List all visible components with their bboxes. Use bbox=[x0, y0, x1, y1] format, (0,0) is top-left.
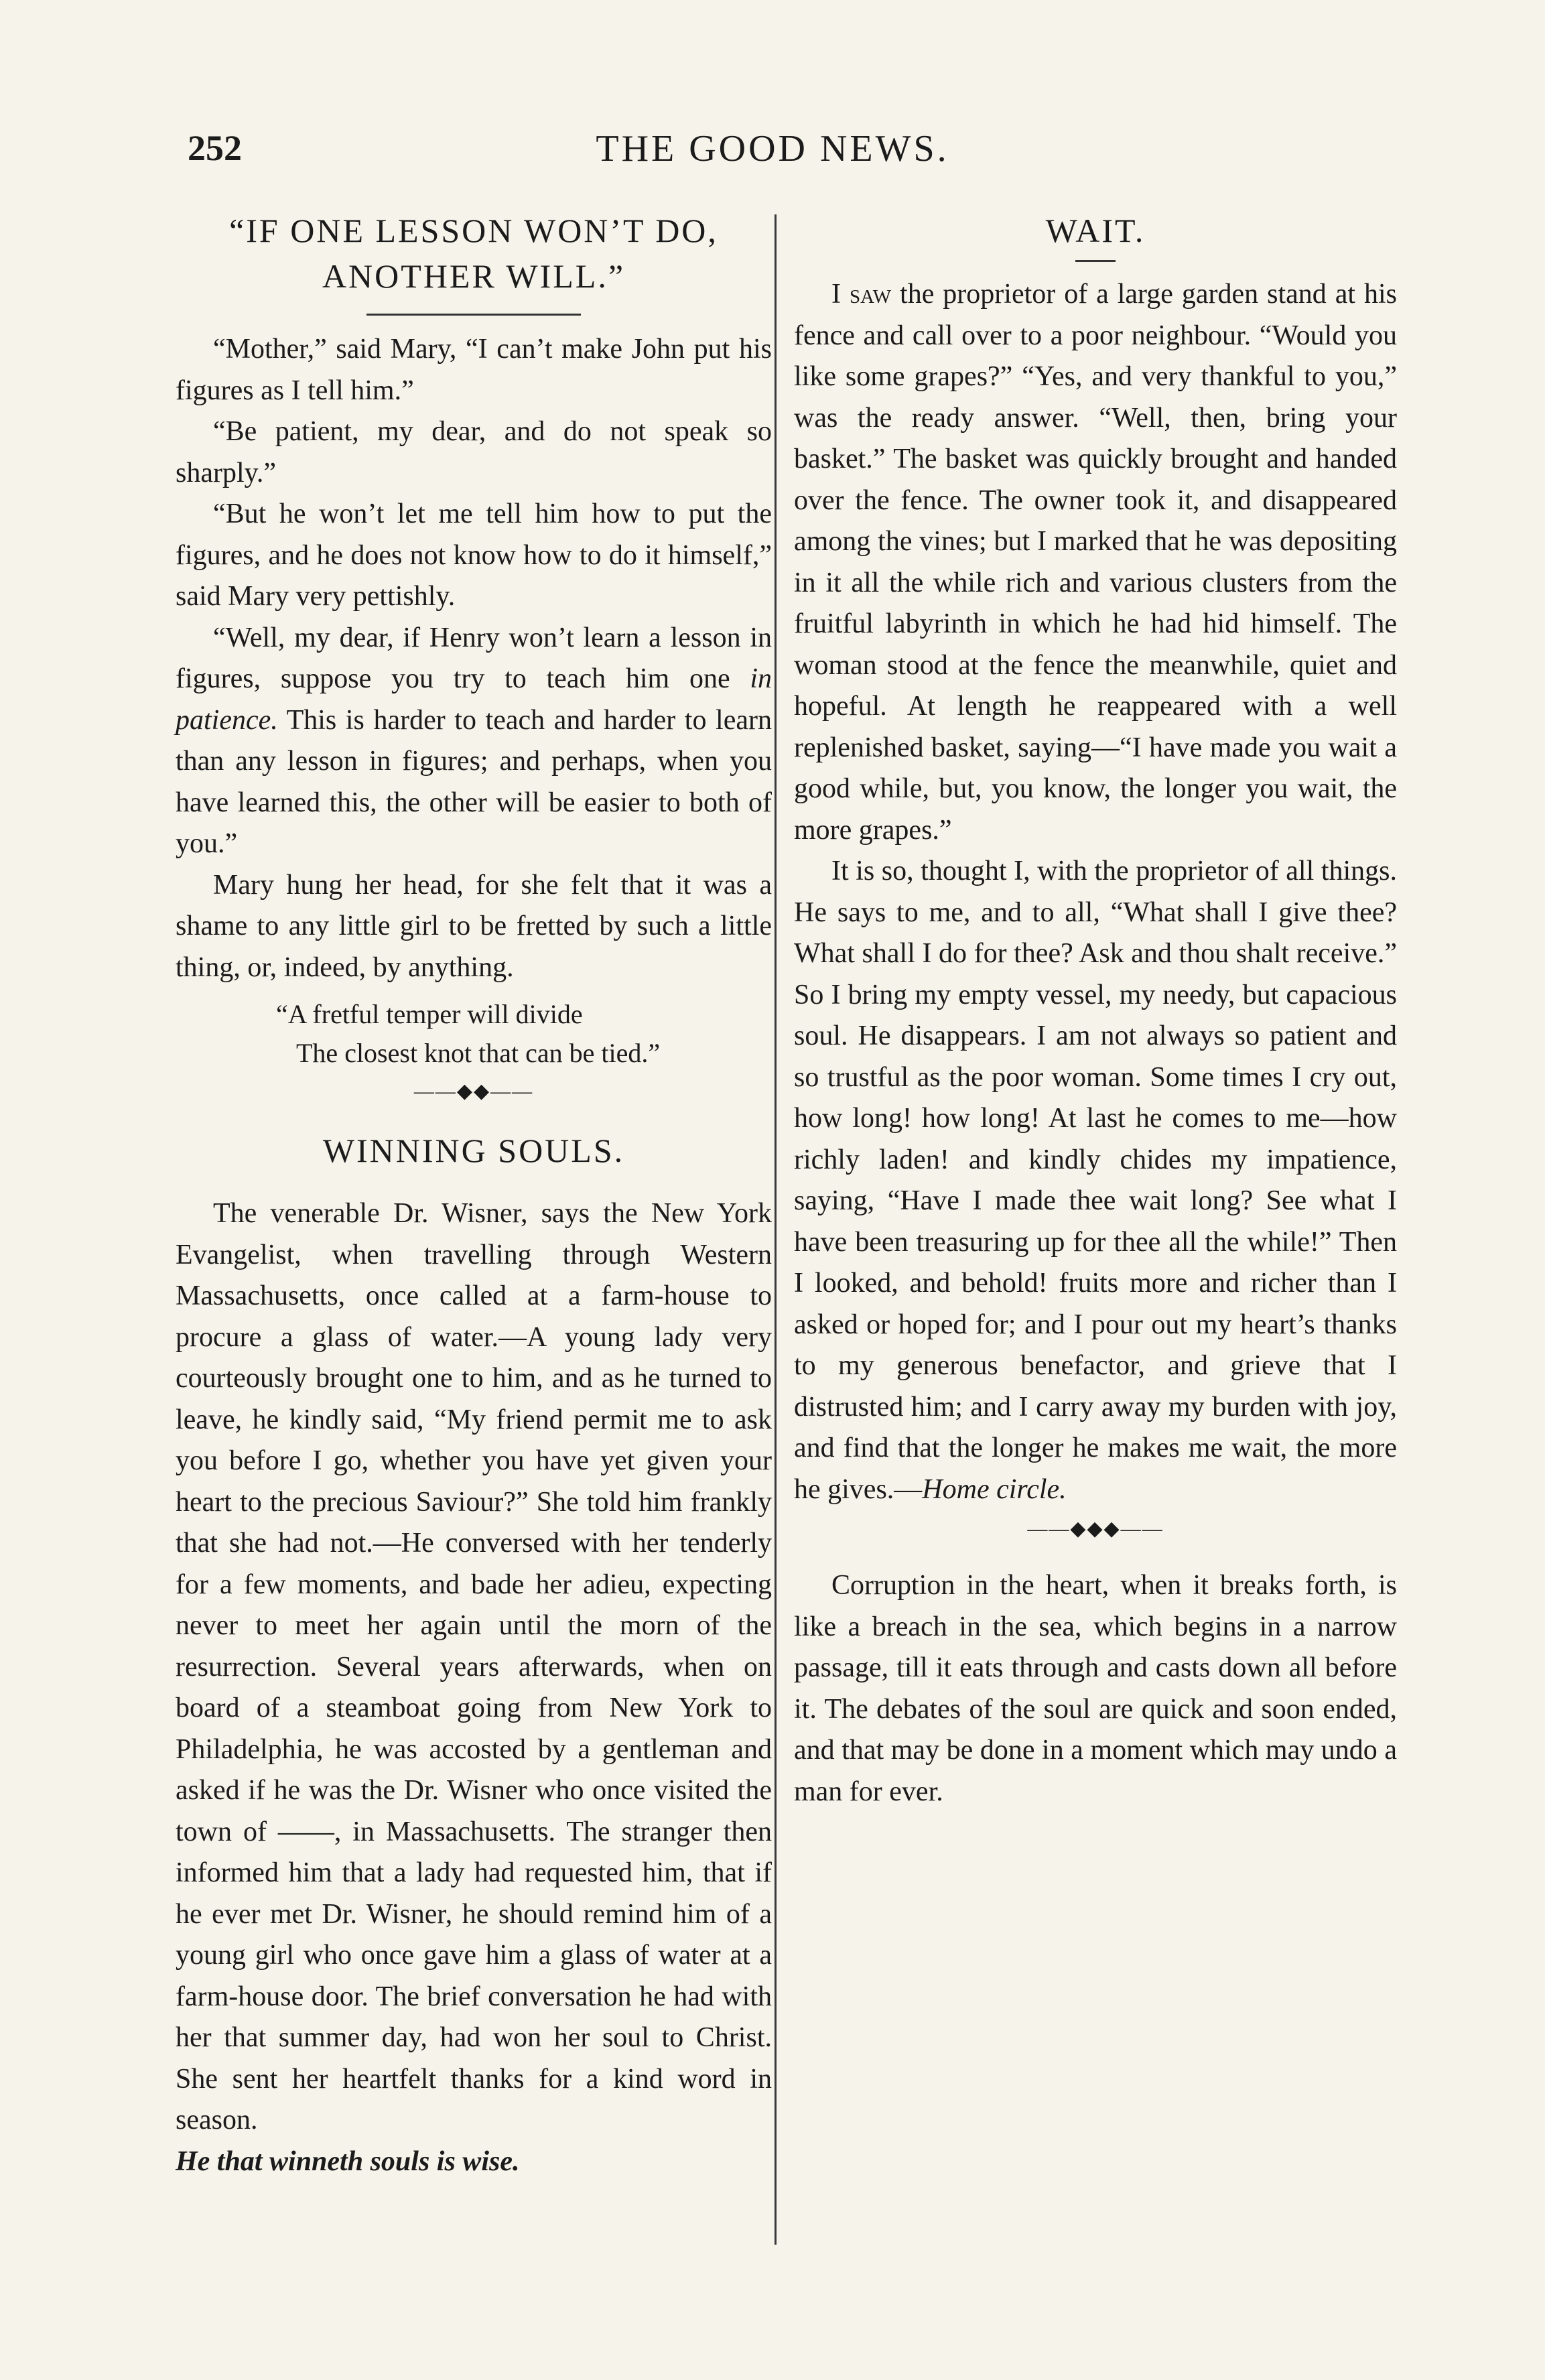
section-ornament: ——◆◆◆—— bbox=[1027, 1518, 1164, 1540]
spacer bbox=[176, 1173, 772, 1193]
title-rule bbox=[366, 314, 581, 316]
text-run: “Well, my dear, if Henry won’t learn a lesson in figures, suppose you try to teach him one bbox=[176, 622, 772, 694]
text-run: It is so, thought I, with the proprietor of all things. He says to me, and to all, “What shall I give thee? What shall I do for thee? Ask and thou shalt receive.” So I bring my empty vessel, my needy, but capacious soul. He disappears. I am not always so patient and so trustful as the poor woman. Some times I cry out, how long! how long! At last he comes to me—how richly laden! and kindly chides my impatience, saying, “Have I made thee wait long? See what I have been treasuring up for thee all the while!” Then I looked, and behold! fruits more and richer than I asked or hoped for; and I pour out my heart’s thanks to my generous benefactor, and grieve that I distrusted him; and I carry away my burden with joy, and find that the longer he makes me wait, the more he gives.— bbox=[794, 856, 1397, 1505]
closing-line: He that winneth souls is wise. bbox=[176, 2145, 520, 2177]
column-divider bbox=[775, 214, 777, 2245]
paragraph bbox=[176, 618, 772, 865]
source-credit: Home circle. bbox=[922, 1473, 1067, 1505]
story-title-line-1: “IF ONE LESSON WON’T DO, bbox=[229, 212, 718, 249]
paper-title: THE GOOD NEWS. bbox=[596, 128, 949, 170]
text-run: This is harder to teach and harder to learn than any lesson in figures; and perhaps, when you have learned this, the other will be easier to both of you.” bbox=[176, 704, 772, 859]
paragraph bbox=[794, 274, 1397, 851]
story-title-line-2: ANOTHER WILL.” bbox=[322, 257, 626, 295]
title-rule bbox=[1075, 260, 1116, 262]
verse bbox=[176, 995, 772, 1073]
verse-line: “A fretful temper will divide bbox=[276, 999, 583, 1029]
lead-words: I saw bbox=[831, 279, 892, 310]
section-ornament: ——◆◆—— bbox=[413, 1080, 534, 1102]
right-column bbox=[794, 208, 1397, 1812]
text-run: the proprietor of a large garden stand at his fence and call over to a poor neighbour. “Would you like some grapes?” “Yes, and very thankful to you,” was the ready answer. “Well, then, bring your basket.” The basket was quickly brought and handed over the fence. The owner took it, and disappeared among the vines; but I marked that he was depositing in it all the while rich and various clusters from the fruitful labyrinth in which he had hid himself. The woman stood at the fence the meanwhile, quiet and hopeful. At length he reappeared with a well replenished basket, saying—“I have made you wait a good while, but, you know, the longer you wait, the more grapes.” bbox=[794, 279, 1398, 846]
paragraph: “Be patient, my dear, and do not speak so sharply.” bbox=[176, 416, 772, 488]
paragraph: Mary hung her head, for she felt that it was a shame to any little girl to be fretted by such a little thing, or, indeed, by anything. bbox=[176, 869, 772, 983]
left-column bbox=[176, 208, 772, 2182]
paragraph: “Mother,” said Mary, “I can’t make John put his figures as I tell him.” bbox=[176, 334, 772, 406]
story-title-winning-souls: WINNING SOULS. bbox=[322, 1132, 625, 1169]
italic-text: in patience. bbox=[176, 663, 772, 736]
verse-line: The closest knot that can be tied.” bbox=[296, 1038, 661, 1068]
paragraph: “But he won’t let me tell him how to put the figures, and he does not know how to do it himself,” said Mary very pettishly. bbox=[176, 499, 772, 612]
story-title-one-lesson bbox=[176, 208, 772, 299]
story-title-wait: WAIT. bbox=[1045, 212, 1146, 249]
running-head bbox=[0, 127, 1545, 174]
page-number: 252 bbox=[188, 128, 242, 168]
paragraph: The venerable Dr. Wisner, says the New York Evangelist, when travelling through Western Massachusetts, once called at a farm-house to procure a glass of water.—A young lady very courteously brought one to him, and as he turned to leave, he kindly said, “My friend permit me to ask you before I go, whether you have yet given your heart to the precious Saviour?” She told him frankly that she had not.—He conversed with her tenderly for a few moments, and bade her adieu, expecting never to meet her again until the morn of the resurrection. Several years afterwards, when on board of a steamboat going from New York to Philadelphia, he was accosted by a gentleman and asked if he was the Dr. Wisner who once visited the town of ——, in Massachusetts. The stranger then informed him that a lady had requested him, that if he ever met Dr. Wisner, he should remind him of a young girl who once gave him a glass of water at a farm-house door. The brief conversation he had with her that summer day, had won her soul to Christ. She sent her heartfelt thanks for a kind word in season. bbox=[176, 1198, 772, 2135]
paragraph: Corruption in the heart, when it breaks forth, is like a breach in the sea, which begins in a narrow passage, till it eats through and casts down all before it. The debates of the soul are quick and soon ended, and that may be done in a moment which may undo a man for ever. bbox=[794, 1570, 1397, 1807]
paragraph bbox=[794, 851, 1397, 1510]
